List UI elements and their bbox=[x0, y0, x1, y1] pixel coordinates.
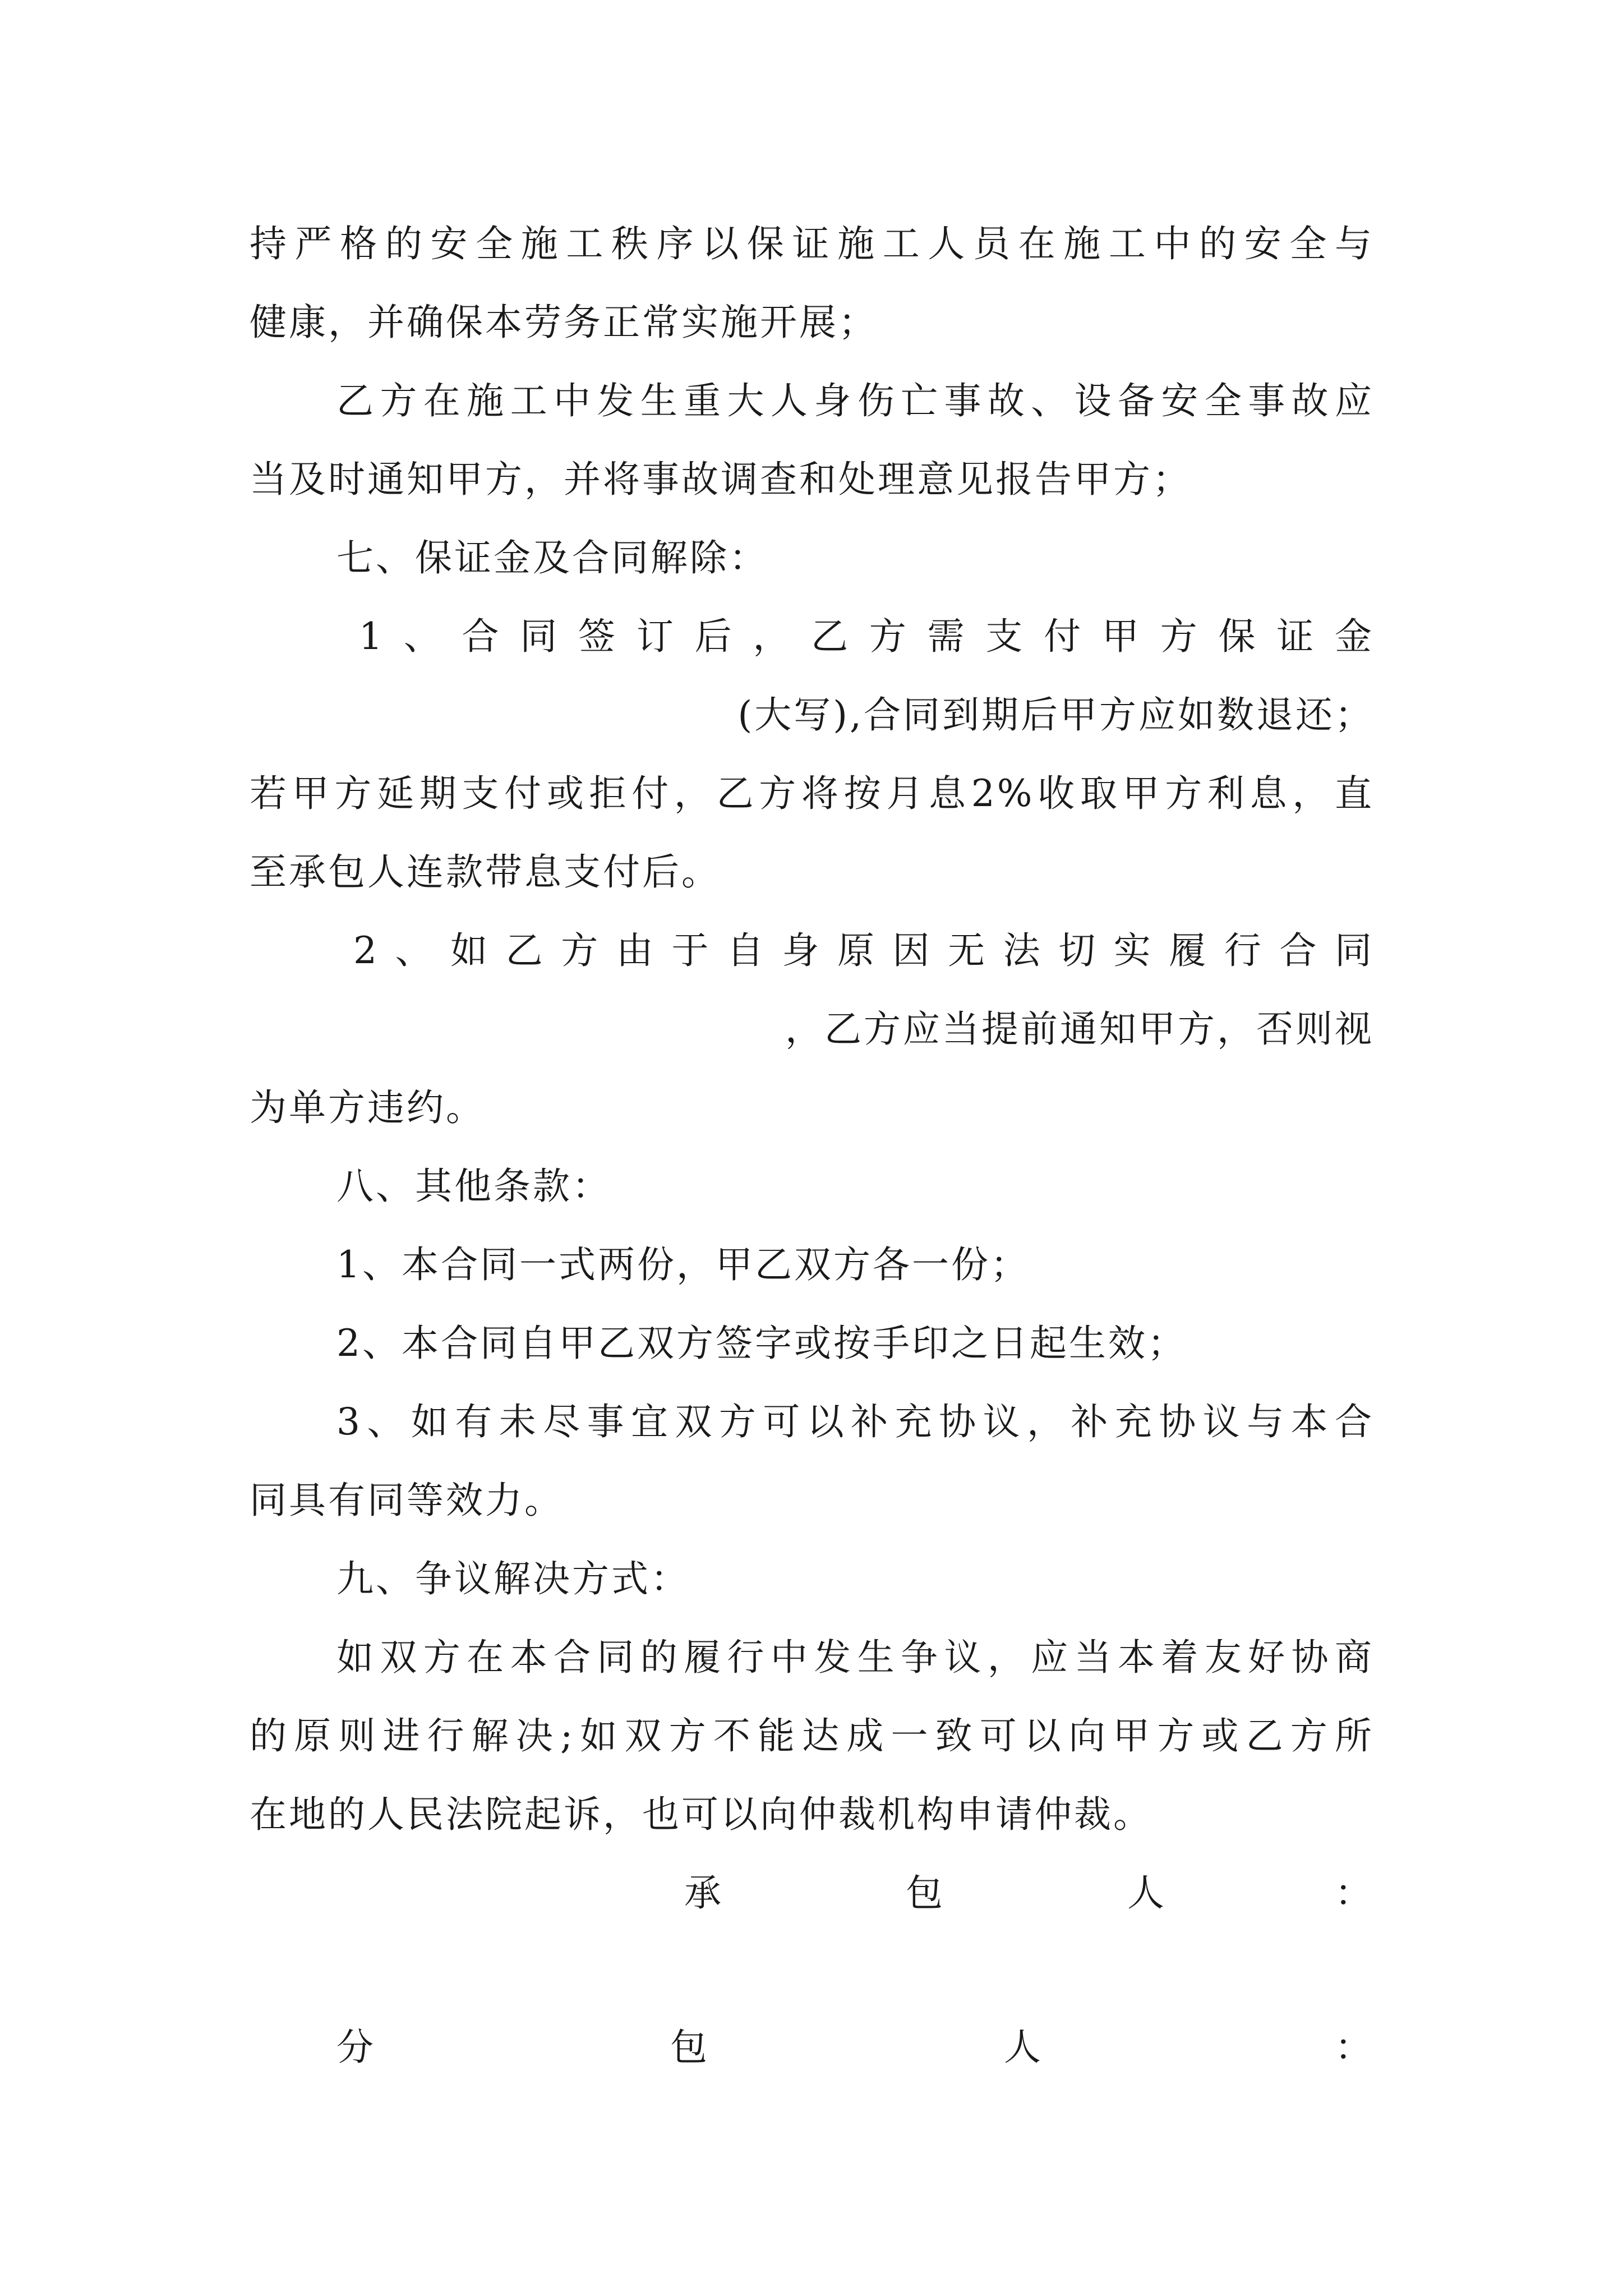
subcontractor-signature-line bbox=[0, 2005, 1623, 2090]
signature-char: 包 bbox=[670, 2026, 707, 2069]
section-heading: 八、其他条款： bbox=[336, 1165, 611, 1208]
signature-char: ： bbox=[1335, 1871, 1372, 1915]
text-line: (大写),合同到期后甲方应如数退还； bbox=[737, 693, 1374, 737]
signature-char: 人 bbox=[1004, 2026, 1041, 2069]
text-line: 在地的人民法院起诉，也可以向仲裁机构申请仲裁。 bbox=[250, 1793, 1152, 1836]
signature-char: 人 bbox=[1127, 1871, 1164, 1915]
text-line: 当及时通知甲方，并将事故调查和处理意见报告甲方； bbox=[250, 458, 1192, 501]
text-line: 1、合同签订后，乙方需支付甲方保证金 bbox=[359, 615, 1374, 658]
text-line: 的原则进行解决;如双方不能达成一致可以向甲方或乙方所 bbox=[250, 1714, 1374, 1757]
text-line: 3、如有未尽事宜双方可以补充协议，补充协议与本合 bbox=[336, 1400, 1374, 1443]
text-line: 至承包人连款带息支付后。 bbox=[250, 850, 721, 894]
text-line: 同具有同等效力。 bbox=[250, 1479, 564, 1522]
section-heading: 七、保证金及合同解除： bbox=[336, 536, 768, 579]
section-heading: 九、争议解决方式： bbox=[336, 1557, 690, 1600]
text-line: 2、如乙方由于自身原因无法切实履行合同 bbox=[353, 929, 1374, 972]
contractor-signature-line bbox=[0, 1851, 1623, 1935]
text-line: 健康，并确保本劳务正常实施开展； bbox=[250, 301, 878, 344]
text-line: 1、本合同一式两份，甲乙双方各一份； bbox=[336, 1243, 1030, 1286]
text-line: 如双方在本合同的履行中发生争议，应当本着友好协商 bbox=[336, 1636, 1374, 1679]
text-line: 2、本合同自甲乙双方签字或按手印之日起生效； bbox=[336, 1322, 1187, 1365]
signature-char: 承 bbox=[684, 1871, 721, 1915]
text-line: ，乙方应当提前通知甲方，否则视 bbox=[785, 1007, 1374, 1051]
signature-char: 包 bbox=[906, 1871, 943, 1915]
signature-char: 分 bbox=[336, 2026, 374, 2069]
text-line: 若甲方延期支付或拒付，乙方将按月息2%收取甲方利息，直 bbox=[250, 772, 1374, 815]
text-line: 为单方违约。 bbox=[250, 1086, 485, 1129]
signature-char: ： bbox=[1335, 2026, 1372, 2069]
text-line: 持严格的安全施工秩序以保证施工人员在施工中的安全与 bbox=[250, 222, 1374, 265]
text-line: 乙方在施工中发生重大人身伤亡事故、设备安全事故应 bbox=[336, 379, 1374, 422]
